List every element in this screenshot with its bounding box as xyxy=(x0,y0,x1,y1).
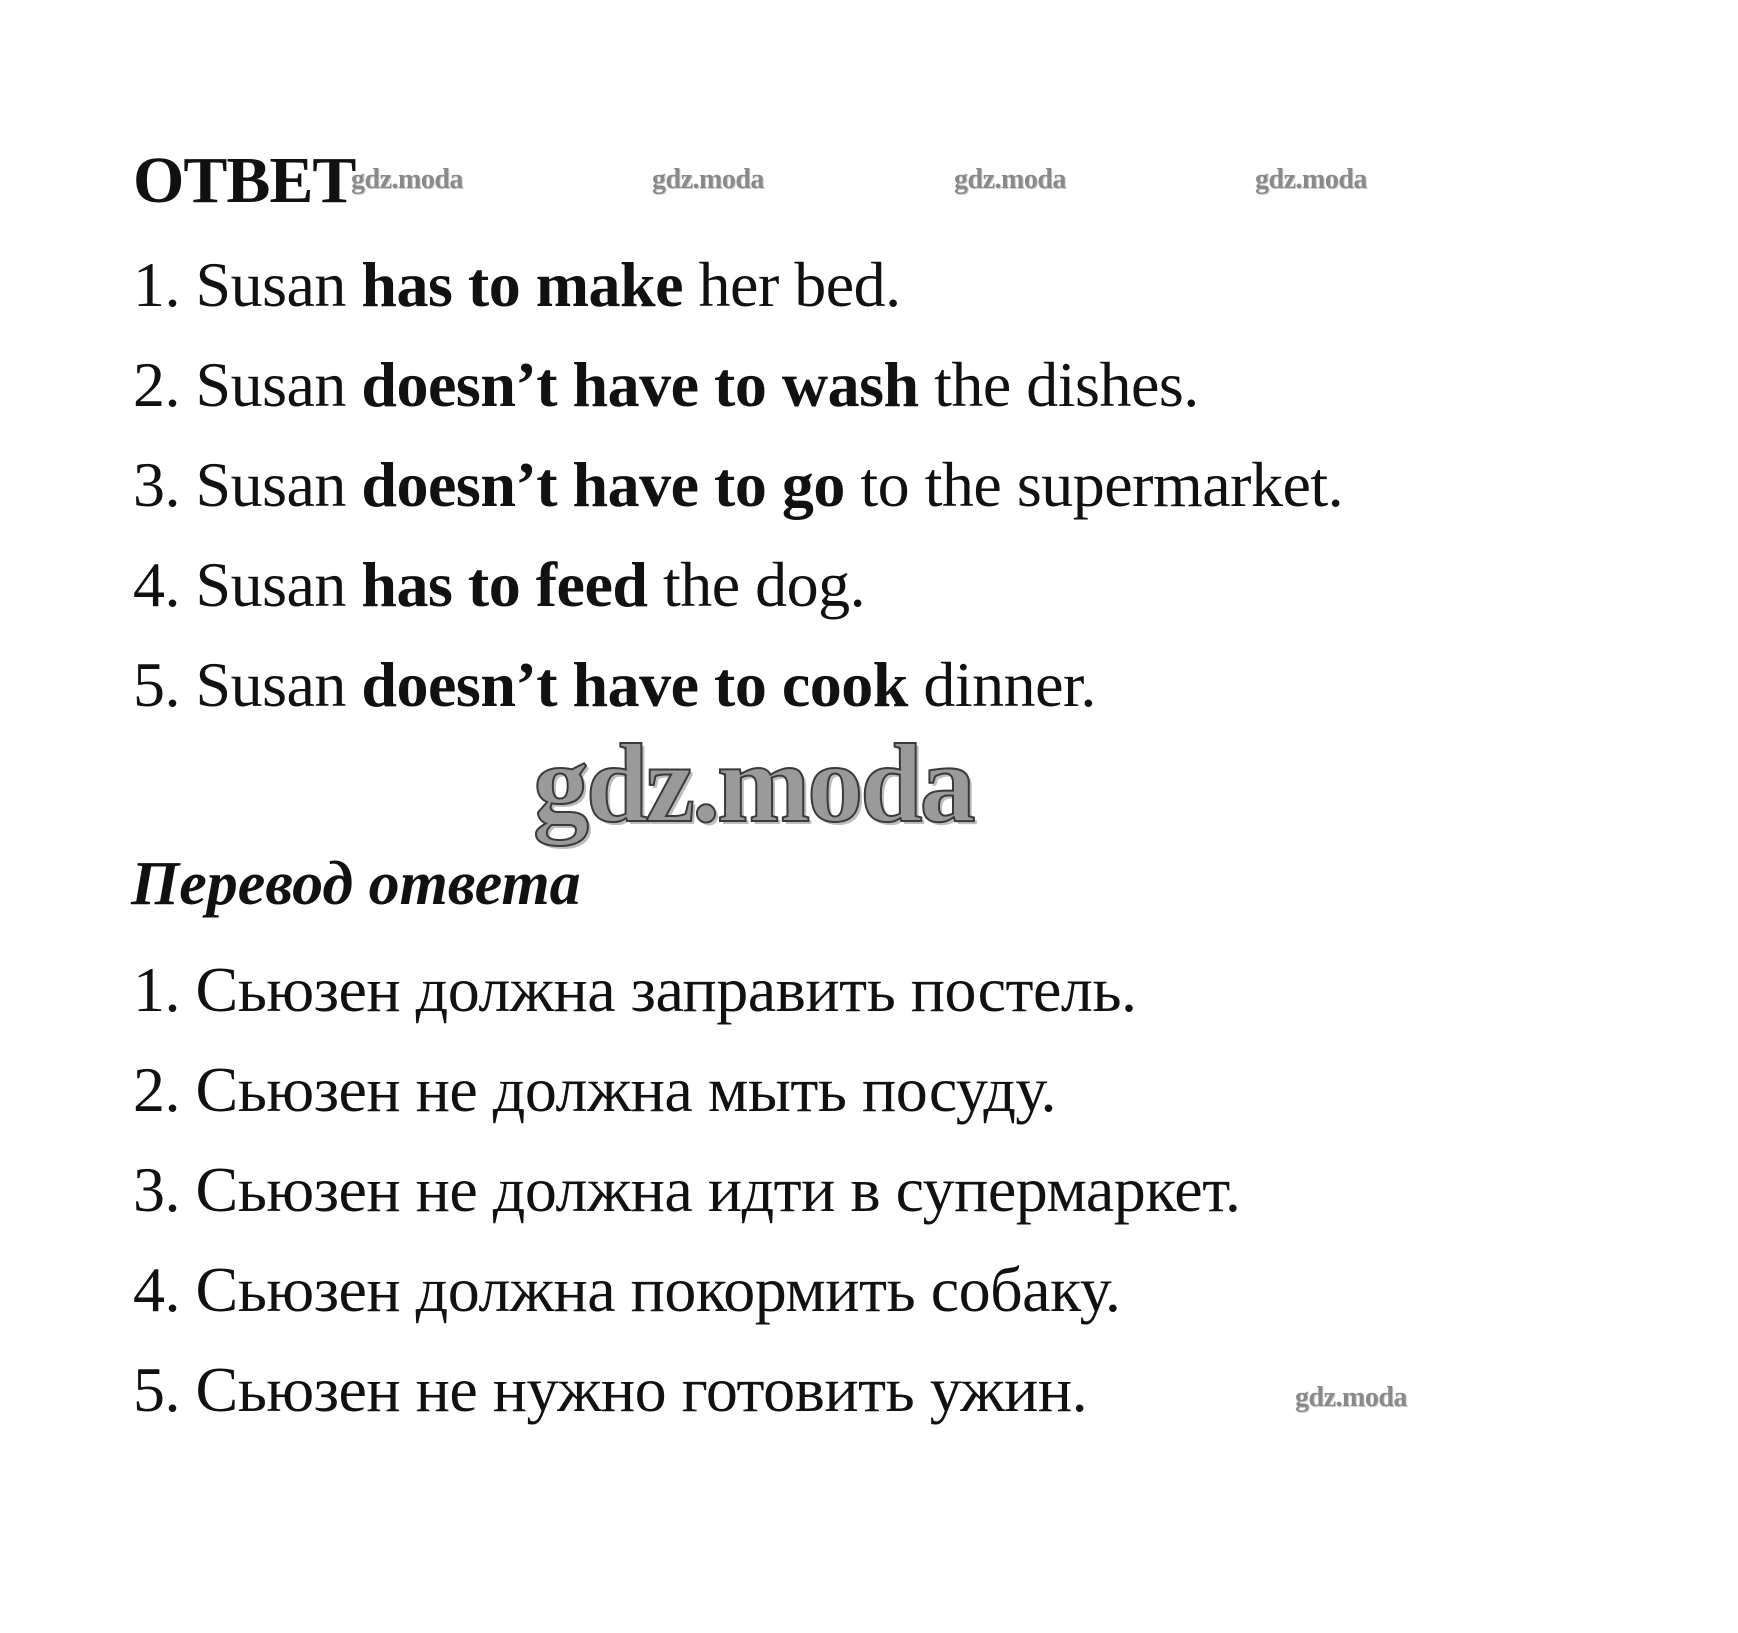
watermark-logo: gdz.moda xyxy=(351,164,463,195)
answer-line xyxy=(133,649,1096,720)
watermark-logo: gdz.moda xyxy=(1255,164,1367,195)
answer-number: 5. xyxy=(133,649,180,720)
answer-subject: Susan xyxy=(195,549,346,620)
answer-rest: her bed. xyxy=(698,249,901,320)
answer-rest: dinner. xyxy=(923,649,1096,720)
watermark-logo: gdz.moda xyxy=(1295,1382,1407,1413)
answer-heading: ОТВЕТ xyxy=(133,144,356,217)
answer-number: 4. xyxy=(133,549,180,620)
answer-verb: has to feed xyxy=(361,549,648,620)
answer-verb: doesn’t have to wash xyxy=(361,349,919,420)
answer-number: 3. xyxy=(133,449,180,520)
translation-line: 2. Сьюзен не должна мыть посуду. xyxy=(133,1054,1056,1125)
answer-rest: to the supermarket. xyxy=(860,449,1344,520)
answer-number: 1. xyxy=(133,249,180,320)
answer-rest: the dishes. xyxy=(934,349,1199,420)
answer-subject: Susan xyxy=(195,649,346,720)
answer-line xyxy=(133,249,901,320)
translation-line: 4. Сьюзен должна покормить собаку. xyxy=(133,1254,1121,1325)
answer-subject: Susan xyxy=(195,449,346,520)
watermark-logo: gdz.moda xyxy=(954,164,1066,195)
translation-heading: Перевод ответа xyxy=(131,850,581,918)
answer-verb: has to make xyxy=(361,249,684,320)
answer-subject: Susan xyxy=(195,249,346,320)
answer-verb: doesn’t have to go xyxy=(361,449,845,520)
translation-line: 5. Сьюзен не нужно готовить ужин. xyxy=(133,1354,1088,1425)
translation-line: 3. Сьюзен не должна идти в супермаркет. xyxy=(133,1154,1241,1225)
answer-number: 2. xyxy=(133,349,180,420)
watermark-logo-large: gdz.moda xyxy=(533,722,973,846)
answer-line xyxy=(133,449,1344,520)
answer-verb: doesn’t have to cook xyxy=(361,649,908,720)
translation-line: 1. Сьюзен должна заправить постель. xyxy=(133,954,1137,1025)
answer-line xyxy=(133,549,866,620)
answer-rest: the dog. xyxy=(662,549,866,620)
answer-line xyxy=(133,349,1199,420)
answer-subject: Susan xyxy=(195,349,346,420)
watermark-logo: gdz.moda xyxy=(652,164,764,195)
